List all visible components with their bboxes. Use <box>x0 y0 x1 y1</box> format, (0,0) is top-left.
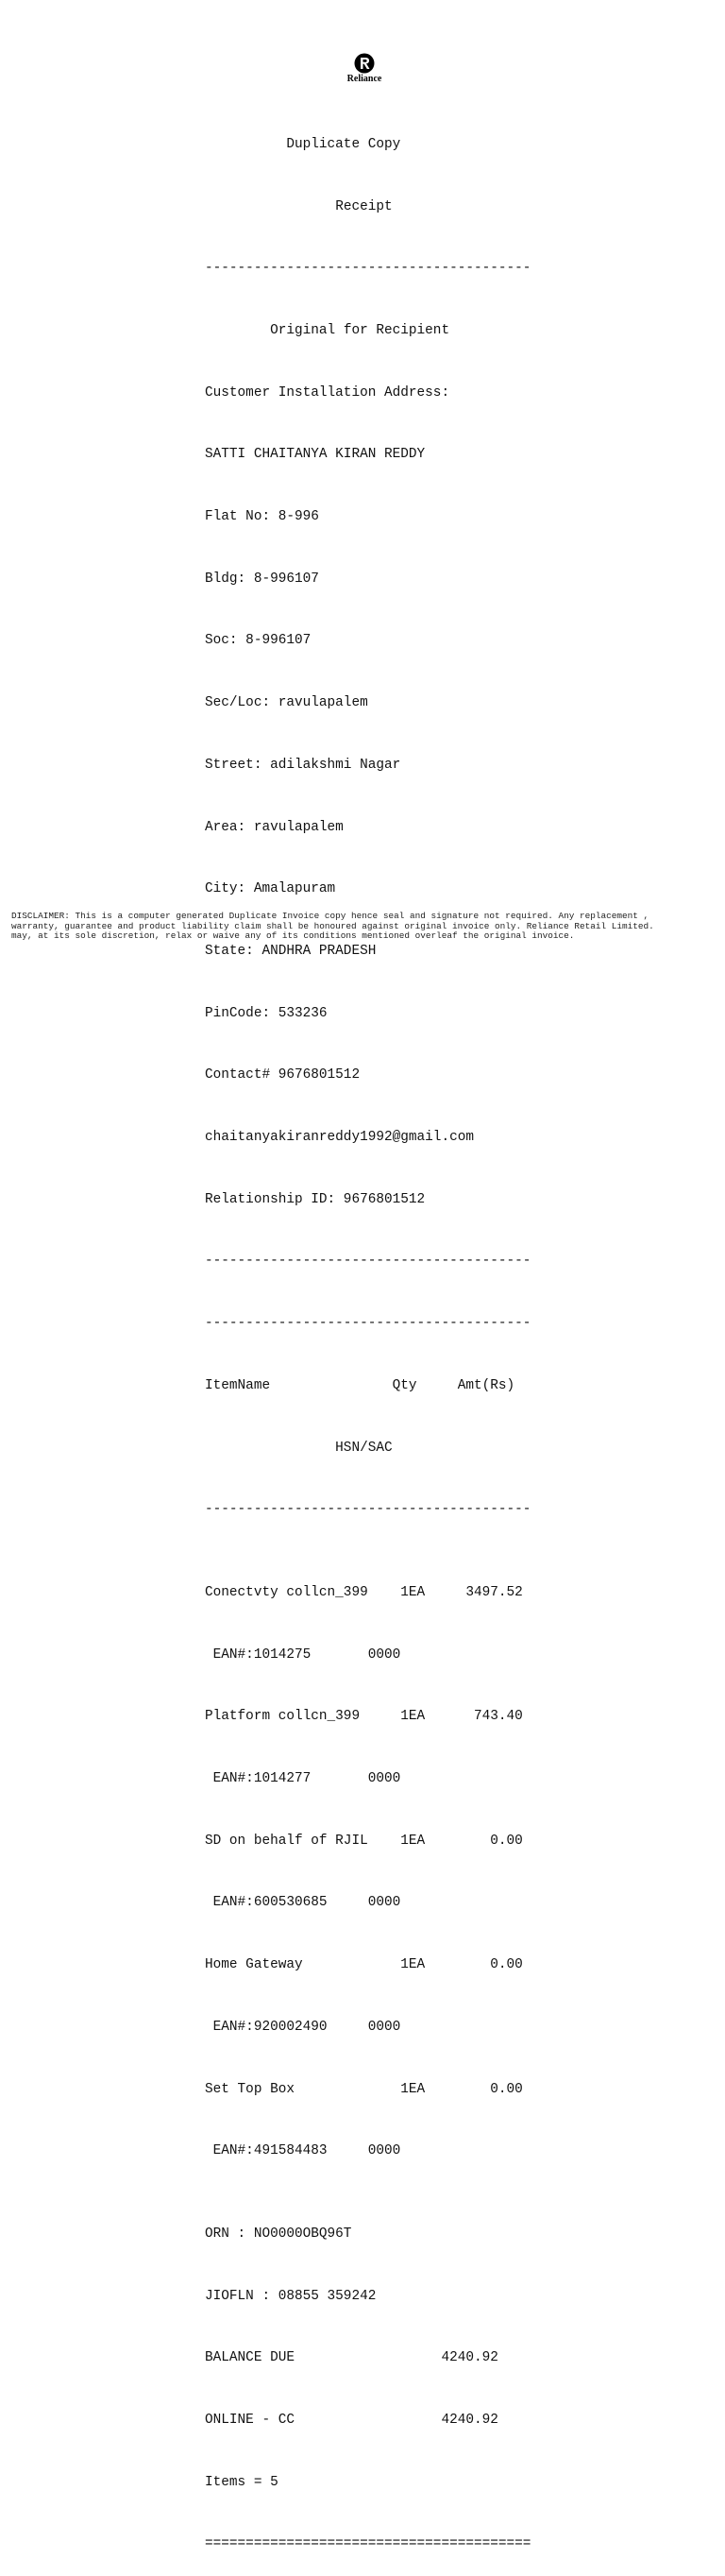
customer-soc: Soc: 8-996107 <box>205 633 312 649</box>
customer-state: State: ANDHRA PRADESH <box>205 943 377 959</box>
item-line: Home Gateway 1EA 0.00 <box>205 1957 523 1973</box>
online-cc: ONLINE - CC 4240.92 <box>205 2412 498 2428</box>
separator: ---------------------------------------- <box>205 261 531 277</box>
customer-name: SATTI CHAITANYA KIRAN REDDY <box>205 447 426 463</box>
customer-pincode: PinCode: 533236 <box>205 1005 328 1021</box>
doc-type-line <box>205 197 564 218</box>
separator: ---------------------------------------- <box>205 1254 531 1270</box>
receipt-body <box>205 94 564 2576</box>
item-ean: EAN#:920002490 0000 <box>205 2019 401 2035</box>
disclaimer-line: warranty, guarantee and product liability claim shall be honoured against original invoice only. Reliance Retail Limited. <box>11 920 654 931</box>
customer-city: City: Amalapuram <box>205 881 336 897</box>
item-line: SD on behalf of RJIL 1EA 0.00 <box>205 1833 523 1849</box>
jiofln: JIOFLN : 08855 359242 <box>205 2288 377 2304</box>
separator-double: ======================================== <box>205 2536 531 2552</box>
copy-type-line <box>205 135 564 156</box>
disclaimer <box>11 912 717 942</box>
separator: ---------------------------------------- <box>205 1502 531 1518</box>
logo-text: Reliance <box>346 74 382 84</box>
separator: ---------------------------------------- <box>205 1316 531 1332</box>
disclaimer-line: DISCLAIMER: This is a computer generated Duplicate Invoice copy hence seal and signature not required. Any replacement , <box>11 911 649 921</box>
item-line: Set Top Box 1EA 0.00 <box>205 2081 523 2097</box>
item-line: Platform collcn_399 1EA 743.40 <box>205 1709 523 1725</box>
reliance-logo-icon <box>352 53 377 74</box>
column-sub-header: HSN/SAC <box>205 1440 393 1456</box>
customer-relationship-id: Relationship ID: 9676801512 <box>205 1191 426 1207</box>
customer-flat: Flat No: 8-996 <box>205 509 319 525</box>
customer-sec-loc: Sec/Loc: ravulapalem <box>205 695 368 711</box>
customer-street: Street: adilakshmi Nagar <box>205 757 401 773</box>
balance-due: BALANCE DUE 4240.92 <box>205 2350 498 2366</box>
customer-email: chaitanyakiranreddy1992@gmail.com <box>205 1130 474 1146</box>
column-header: ItemName Qty Amt(Rs) <box>205 1377 515 1393</box>
original-for-line <box>205 321 564 342</box>
reliance-logo <box>336 53 393 91</box>
item-ean: EAN#:600530685 0000 <box>205 1895 401 1911</box>
item-line: Conectvty collcn_399 1EA 3497.52 <box>205 1584 523 1600</box>
item-ean: EAN#:1014275 0000 <box>205 1646 401 1663</box>
address-heading: Customer Installation Address: <box>205 384 450 401</box>
original-for: Original for Recipient <box>270 322 450 338</box>
customer-contact: Contact# 9676801512 <box>205 1067 361 1083</box>
orn: ORN : NO0000OBQ96T <box>205 2226 352 2242</box>
customer-bldg: Bldg: 8-996107 <box>205 571 319 587</box>
copy-type: Duplicate Copy <box>286 136 401 152</box>
items-count: Items = 5 <box>205 2474 278 2490</box>
doc-type: Receipt <box>335 198 393 214</box>
customer-area: Area: ravulapalem <box>205 819 344 835</box>
item-ean: EAN#:491584483 0000 <box>205 2143 401 2159</box>
disclaimer-line: may, at its sole discretion, relax or waive any of its conditions mentioned overleaf the original invoice. <box>11 930 575 941</box>
item-ean: EAN#:1014277 0000 <box>205 1771 401 1786</box>
